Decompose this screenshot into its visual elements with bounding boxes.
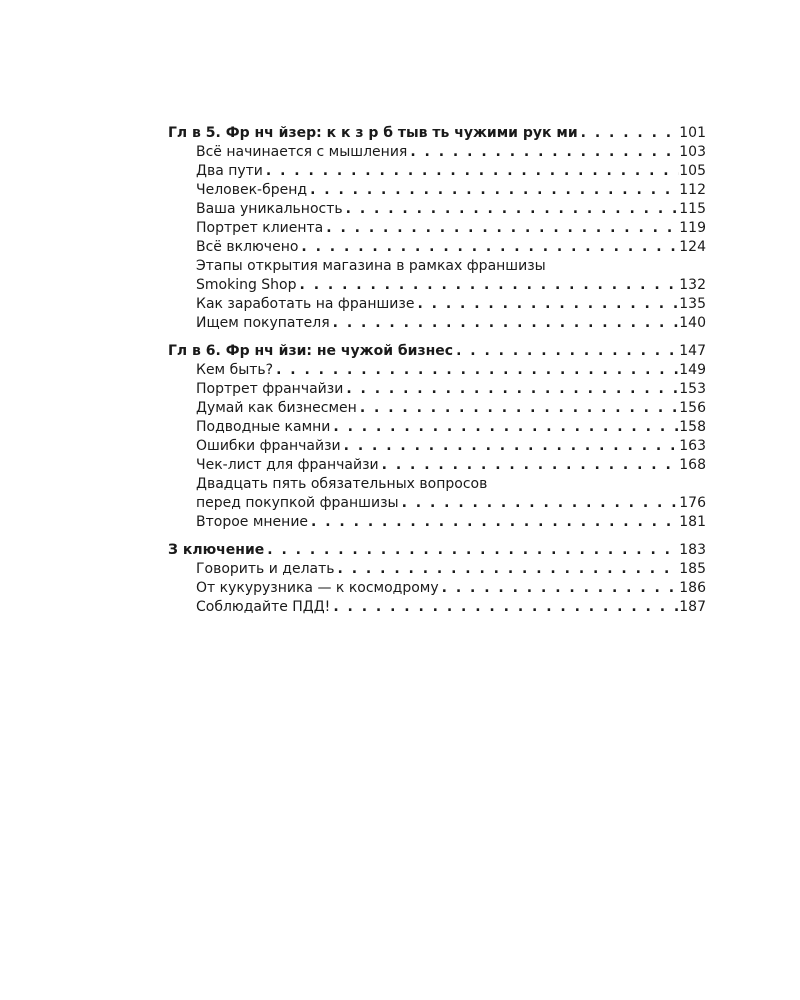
leader-dots	[341, 437, 680, 456]
leader-dots	[264, 541, 679, 560]
leader-dots	[399, 494, 680, 513]
leader-dots	[439, 579, 680, 598]
toc-entry-title: Соблюдайте ПДД!	[196, 599, 331, 615]
toc-entry-row[interactable]	[168, 143, 706, 162]
toc-page-number: 186	[679, 580, 706, 596]
leader-dots	[330, 418, 679, 437]
toc-entry-title: Ваша уникальность	[196, 201, 343, 217]
toc-entry-row[interactable]	[168, 399, 706, 418]
toc-page-number: 135	[679, 296, 706, 312]
leader-dots	[330, 314, 680, 333]
toc-entry-title: Всё начинается с мышления	[196, 144, 408, 160]
toc-entry-row[interactable]	[168, 162, 706, 181]
leader-dots	[407, 143, 679, 162]
toc-page-number: 119	[679, 220, 706, 236]
toc-page-number: 105	[679, 163, 706, 179]
toc-entry-title: Как заработать на франшизе	[196, 296, 415, 312]
toc-page-number: 163	[679, 438, 706, 454]
toc-page-number: 176	[679, 495, 706, 511]
toc-entry-row[interactable]	[168, 238, 706, 257]
leader-dots	[297, 276, 680, 295]
toc-chapter-title: Гл в 5. Фр нч йзер: к к з р б тыв ть чужими рук ми	[168, 125, 578, 141]
toc-page-number: 140	[679, 315, 706, 331]
leader-dots	[343, 200, 680, 219]
toc-entry-title: Человек-бренд	[196, 182, 308, 198]
toc-page-number: 168	[679, 457, 706, 473]
leader-dots	[453, 342, 679, 361]
toc-page-number: 185	[679, 561, 706, 577]
toc-entry-title-line1: Этапы открытия магазина в рамках франшизы	[196, 258, 546, 274]
toc-entry-title: Чек-лист для франчайзи	[196, 457, 379, 473]
toc-entry-row[interactable]	[168, 361, 706, 380]
toc-entry-row[interactable]	[168, 494, 706, 513]
toc-page-number: 103	[679, 144, 706, 160]
leader-dots	[357, 399, 679, 418]
toc-entry-row[interactable]	[168, 219, 706, 238]
toc-chapter-row[interactable]	[168, 541, 706, 560]
toc-entry-title: Подводные камни	[196, 419, 331, 435]
toc-page-number: 158	[679, 419, 706, 435]
toc-entry-title: Ошибки франчайзи	[196, 438, 341, 454]
toc-page-number: 181	[679, 514, 706, 530]
toc-page-number: 183	[679, 542, 706, 558]
toc-entry-first-line[interactable]	[168, 475, 706, 494]
toc-entry-title: Smoking Shop	[196, 277, 297, 293]
toc-entry-title: Портрет франчайзи	[196, 381, 344, 397]
toc-entry-title: Думай как бизнесмен	[196, 400, 357, 416]
toc-page-number: 124	[679, 239, 706, 255]
toc-section-conclusion	[168, 541, 706, 617]
toc-entry-title-line1: Двадцать пять обязательных вопросов	[196, 476, 488, 492]
toc-page-number: 132	[679, 277, 706, 293]
toc-entry-row[interactable]	[168, 418, 706, 437]
leader-dots	[263, 162, 679, 181]
toc-section-chapter-5	[168, 124, 706, 333]
toc-entry-title: Всё включено	[196, 239, 299, 255]
leader-dots	[343, 380, 679, 399]
leader-dots	[379, 456, 680, 475]
toc-chapter-title: З ключение	[168, 542, 265, 558]
toc-entry-title: Портрет клиента	[196, 220, 324, 236]
toc-entry-row[interactable]	[168, 579, 706, 598]
toc-entry-title: Кем быть?	[196, 362, 274, 378]
toc-page-number: 115	[679, 201, 706, 217]
table-of-contents	[168, 124, 706, 626]
toc-section-chapter-6	[168, 342, 706, 532]
toc-entry-title: Второе мнение	[196, 514, 309, 530]
leader-dots	[273, 361, 679, 380]
toc-entry-title: Говорить и делать	[196, 561, 335, 577]
toc-entry-row[interactable]	[168, 560, 706, 579]
toc-page-number: 187	[679, 599, 706, 615]
toc-entry-row[interactable]	[168, 314, 706, 333]
toc-entry-title: Два пути	[196, 163, 263, 179]
toc-chapter-row[interactable]	[168, 124, 706, 143]
toc-entry-row[interactable]	[168, 276, 706, 295]
toc-page-number: 153	[679, 381, 706, 397]
leader-dots	[308, 513, 679, 532]
toc-page-number: 149	[679, 362, 706, 378]
leader-dots	[307, 181, 679, 200]
toc-entry-title: Ищем покупателя	[196, 315, 330, 331]
toc-entry-row[interactable]	[168, 380, 706, 399]
toc-entry-title: От кукурузника — к космодрому	[196, 580, 439, 596]
toc-entry-title: перед покупкой франшизы	[196, 495, 399, 511]
toc-page-number: 147	[679, 343, 706, 359]
toc-page-number: 101	[679, 125, 706, 141]
toc-entry-row[interactable]	[168, 456, 706, 475]
leader-dots	[323, 219, 679, 238]
toc-chapter-row[interactable]	[168, 342, 706, 361]
leader-dots	[414, 295, 679, 314]
leader-dots	[578, 124, 680, 143]
leader-dots	[298, 238, 679, 257]
toc-entry-row[interactable]	[168, 513, 706, 532]
toc-entry-row[interactable]	[168, 181, 706, 200]
leader-dots	[330, 598, 679, 617]
toc-entry-first-line[interactable]	[168, 257, 706, 276]
toc-entry-row[interactable]	[168, 295, 706, 314]
toc-entry-row[interactable]	[168, 200, 706, 219]
toc-page-number: 112	[679, 182, 706, 198]
leader-dots	[335, 560, 680, 579]
toc-entry-row[interactable]	[168, 437, 706, 456]
toc-entry-row[interactable]	[168, 598, 706, 617]
toc-chapter-title: Гл в 6. Фр нч йзи: не чужой бизнес	[168, 343, 454, 359]
toc-page-number: 156	[679, 400, 706, 416]
